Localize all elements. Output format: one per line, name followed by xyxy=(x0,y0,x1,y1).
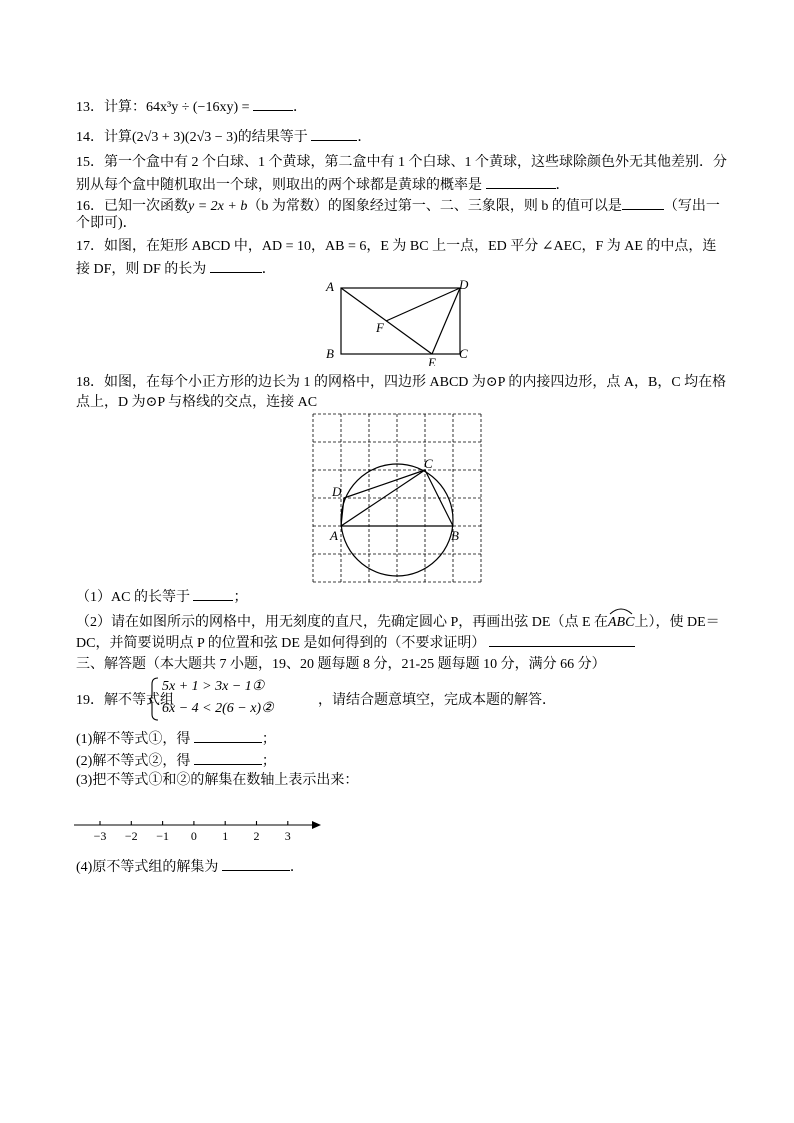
segment-de xyxy=(432,288,460,354)
rectangle-abcd xyxy=(341,288,460,354)
label-b: B xyxy=(326,346,334,361)
q18-part2-blank[interactable] xyxy=(489,632,635,647)
q16-function: y = 2x + b xyxy=(188,199,248,214)
segment-df xyxy=(386,288,460,321)
q16-line1: 16．已知一次函数y = 2x + b（b 为常数）的图象经过第一、二、三象限，则 b 的值可以是 （写出一 xyxy=(76,195,720,216)
q18-part1: （1）AC 的长等于 ； xyxy=(76,586,247,607)
label-d: D xyxy=(459,277,469,292)
q19-step4: (4)原不等式组的解集为 ． xyxy=(76,856,304,877)
q13-line: 13．计算：64x³y ÷ (−16xy) = ． xyxy=(76,96,307,117)
q16-answer-blank[interactable] xyxy=(622,195,664,210)
inequality-2: 6x − 4 < 2(6 − x)② xyxy=(162,701,274,716)
inequality-system xyxy=(148,676,318,722)
label-e: E xyxy=(428,355,436,366)
number-line-tick-label: −1 xyxy=(156,829,169,843)
number-line-tick-label: 1 xyxy=(222,829,229,843)
q19-step1-blank[interactable] xyxy=(194,728,262,743)
label-c: C xyxy=(459,346,468,361)
label-b: B xyxy=(451,528,459,543)
q19-step1: (1)解不等式①，得 ； xyxy=(76,728,276,749)
label-f: F xyxy=(376,320,384,335)
arc-abc: ABC xyxy=(608,610,634,632)
q18-line1: 18．如图，在每个小正方形的边长为 1 的网格中，四边形 ABCD 为⊙P 的内接四边形，点 A，B，C 均在格 xyxy=(76,375,727,390)
q14-line: 14．计算(2√3 + 3)(2√3 − 3)的结果等于 ． xyxy=(76,126,371,147)
q13-answer-blank[interactable] xyxy=(253,96,293,111)
q15-answer-blank[interactable] xyxy=(486,174,556,189)
q18-part2-line1: （2）请在如图所示的网格中，用无刻度的直尺，先确定圆心 P，再画出弦 DE（点 E 在 ABC上），使 DE＝ xyxy=(76,610,720,632)
figure-17-rectangle xyxy=(320,276,480,366)
q15-line1: 15．第一个盒中有 2 个白球、1 个黄球，第二盒中有 1 个白球、1 个黄球，这些球除颜色外无其他差别．分 xyxy=(76,155,727,170)
q17-line1: 17．如图，在矩形 ABCD 中，AD = 10，AB = 6，E 为 BC 上一点，ED 平分 ∠AEC，F 为 AE 的中点，连 xyxy=(76,239,717,254)
q18-part2-line2: DC，并简要说明点 P 的位置和弦 DE 是如何得到的（不要求证明） xyxy=(76,632,635,653)
segment-dc xyxy=(344,470,425,498)
q16-line2: 个即可)． xyxy=(76,216,137,231)
label-a: A xyxy=(330,528,338,543)
number-line-tick-label: 0 xyxy=(190,829,197,843)
arrow-right-icon xyxy=(312,821,321,829)
left-brace-icon xyxy=(148,676,160,722)
q19-step2-blank[interactable] xyxy=(194,750,262,765)
number-line-tick-label: 2 xyxy=(253,829,260,843)
number-line-tick-label: 3 xyxy=(284,829,291,843)
arc-symbol-icon xyxy=(609,607,633,615)
q18-line2: 点上，D 为⊙P 与格线的交点，连接 AC xyxy=(76,395,318,410)
q14-answer-blank[interactable] xyxy=(311,126,357,141)
figure-18-grid xyxy=(300,406,500,590)
label-c: C xyxy=(424,456,433,471)
label-a: A xyxy=(326,279,334,294)
q15-line2: 别从每个盒中随机取出一个球，则取出的两个球都是黄球的概率是 ． xyxy=(76,174,570,195)
q19-step2: (2)解不等式②，得 ； xyxy=(76,750,276,771)
label-d: D xyxy=(332,484,342,499)
section-3-title: 三、解答题（本大题共 7 小题，19、20 题每题 8 分，21-25 题每题 10 分，满分 66 分） xyxy=(76,657,606,672)
number-line-tick-label: −2 xyxy=(124,829,138,843)
q14-text: 14．计算(2√3 + 3)(2√3 − 3)的结果等于 xyxy=(76,130,308,145)
number-line-tick-label: −3 xyxy=(93,829,107,843)
q19-lead: 19．解不等式组 xyxy=(76,693,174,708)
q17-answer-blank[interactable] xyxy=(210,258,262,273)
q19-step4-blank[interactable] xyxy=(222,856,290,871)
q19-step3: (3)把不等式①和②的解集在数轴上表示出来： xyxy=(76,773,359,788)
q13-text: 13．计算：64x³y ÷ (−16xy) = xyxy=(76,100,250,115)
q18-part1-blank[interactable] xyxy=(193,586,233,601)
inequality-1: 5x + 1 > 3x − 1① xyxy=(162,679,265,694)
number-line xyxy=(70,814,330,844)
q19-tail: ，请结合题意填空，完成本题的解答． xyxy=(318,693,556,708)
q17-line2: 接 DF，则 DF 的长为 ． xyxy=(76,258,276,279)
